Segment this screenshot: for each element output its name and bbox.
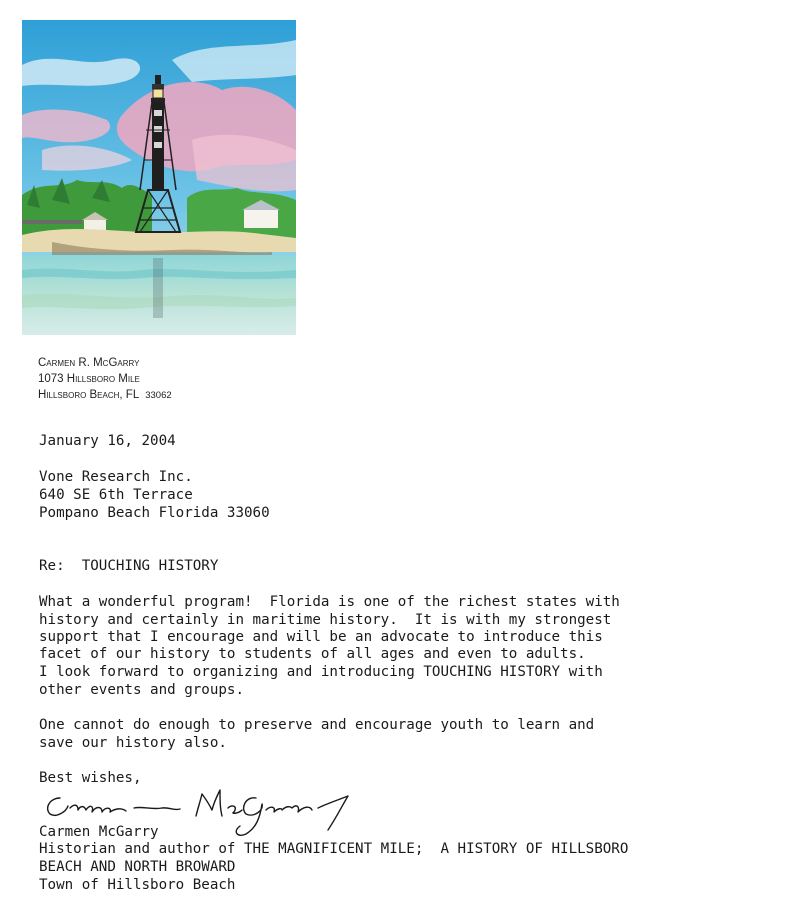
body-line: history and certainly in maritime history. It is with my strongest <box>39 612 612 628</box>
body-line: support that I encourage and will be an advocate to introduce this <box>39 629 603 645</box>
recipient-line: Vone Research Inc. <box>39 469 193 485</box>
body-line: I look forward to organizing and introducing TOUCHING HISTORY with <box>39 664 603 680</box>
letterhead-city-state: Hillsboro Beach, FL <box>38 389 140 401</box>
signer-title: Historian and author of THE MAGNIFICENT MILE; A HISTORY OF HILLSBORO <box>39 841 629 857</box>
letterhead-city-line <box>38 389 172 401</box>
body-line: other events and groups. <box>39 682 244 698</box>
letterhead-zip: 33062 <box>145 390 172 401</box>
recipient-line: 640 SE 6th Terrace <box>39 487 193 503</box>
body-line: facet of our history to students of all ages and even to adults. <box>39 646 586 662</box>
body-line: One cannot do enough to preserve and encourage youth to learn and <box>39 717 595 733</box>
letterhead-street: 1073 Hillsboro Mile <box>38 373 140 385</box>
closing: Best wishes, <box>39 770 142 786</box>
recipient-line: Pompano Beach Florida 33060 <box>39 505 270 521</box>
lighthouse-watercolor-image <box>22 20 296 335</box>
body-line: What a wonderful program! Florida is one of the richest states with <box>39 594 620 610</box>
letterhead-name: Carmen R. McGarry <box>38 357 140 369</box>
body-line: save our history also. <box>39 735 227 751</box>
signer-name: Carmen McGarry <box>39 824 159 840</box>
signer-organization: Town of Hillsboro Beach <box>39 877 236 893</box>
letter-date: January 16, 2004 <box>39 433 176 449</box>
subject-line: Re: TOUCHING HISTORY <box>39 558 219 574</box>
signer-title-continued: BEACH AND NORTH BROWARD <box>39 859 236 875</box>
